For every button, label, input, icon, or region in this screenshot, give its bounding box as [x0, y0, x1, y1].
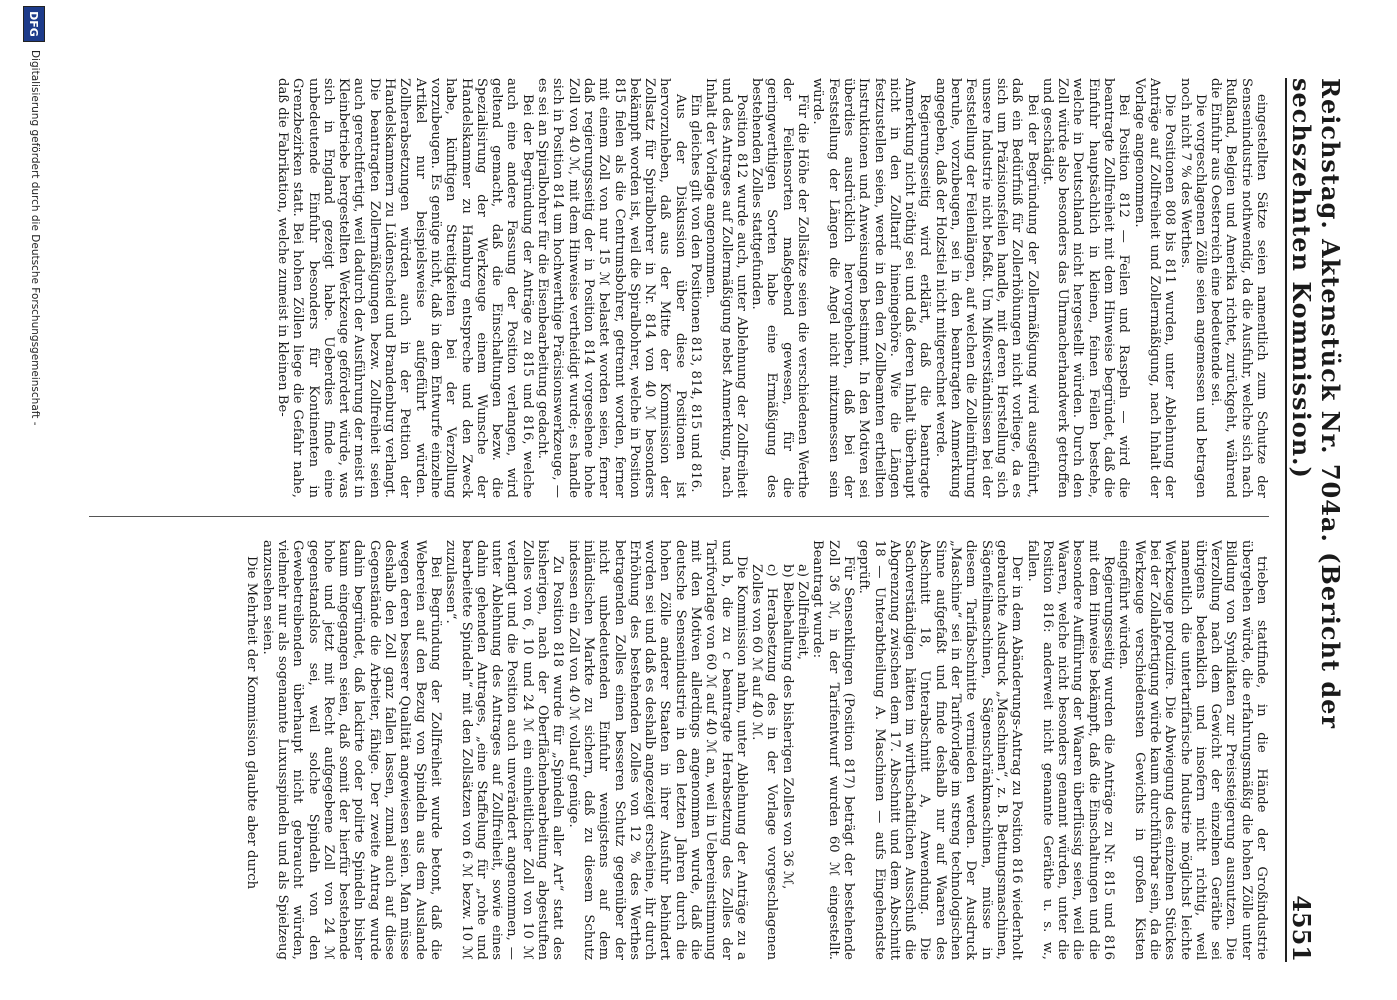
paragraph: Regierungsseitig wird erklärt, daß die beantragte Anmerkung nicht nöthig sei und daß deren Inhalt überhaupt nicht in den Zolltarif hineingehöre. Wie die Längen festzustellen seien, werde in den den Zollbeamten ertheilten Instruktionen und Anweisungen bestimmt. In den Motiven sei überdies ausdrücklich hervorgehoben, daß bei der Feststellung der Längen die Angel nicht mitzumessen sein würde.	[810, 78, 933, 498]
paragraph: eingestellten Sätze seien namentlich zum Schutze der Sensenindustrie nothwendig, da die Ausfuhr, welche sich nach Rußland, Belgien und Amerika richtet, zurückgeht, während die Einfuhr aus Oesterreich eine bedeutende sei.	[1208, 78, 1269, 498]
paragraph: Bei der Begründung der Anträge zu 815 und 816, welche auch eine andere Fassung der Position verlangen, wird geltend gemacht, daß die Einschaltungen bezw. die Spezialisirung der Werkzeuge einem Wunsche der Handelskammer zu Hamburg entspreche und den Zweck habe, künftigen Streitigkeiten bei der Verzollung vorzubeugen. Es genüge nicht, daß in dem Entwurfe einzelne Artikel nur beispielsweise aufgeführt würden. Zollherabsetzungen würden auch in der Petition der Handelskammern zu Lüdenscheid und Brandenburg verlangt. Die beantragten Zollermäßigungen bezw. Zollfreiheit seien auch gerechtfertigt, weil dadurch der Ausführung der meist in Kleinbetriebe hergestellten Werkzeuge gefördert würde, was sich in England gezeigt habe. Ueberdies finde eine unbedeutende Einfuhr besonders für Kontinenten in Grenzbezirken statt. Bei hohen Zöllen liege die Gefahr nahe, daß die Fabrikation, welche zumeist in kleinen Be-	[275, 78, 535, 498]
paragraph: Die Positionen 808 bis 811 wurden, unter Ablehnung der Anträge auf Zollfreiheit und Zollermäßigung, nach Inhalt der Vorlage angenommen.	[1131, 78, 1178, 498]
paragraph: Die vorgeschlagenen Zölle seien angemessen und betragen noch nicht 7 % des Werthes.	[1177, 78, 1208, 498]
column-divider	[89, 516, 1269, 517]
paragraph: c) Herabsetzung des in der Vorlage vorgeschlagenen Zolles von 60 ℳ auf 40 ℳ.	[749, 564, 780, 960]
left-column	[89, 78, 1269, 498]
paragraph: Die Mehrheit der Kommission glaubte aber durch	[244, 556, 260, 890]
right-column	[89, 540, 1269, 960]
digitization-note: Digitalisierung gefördert durch die Deutsche Forschungsgemeinschaft -	[29, 50, 41, 426]
paragraph: Position 812 wurde auch, unter Ablehnung der Zollfreiheit und des Antrages auf Zollermäßigung nebst Anmerkung, nach Inhalt der Vorlage angenommen.	[703, 78, 749, 498]
paragraph: a) Zollfreiheit,	[795, 564, 811, 660]
paragraph: Bei Position 812 — Feilen und Raspeln — wird die beantragte Zollfreiheit mit dem Hinweise begründet, daß die Einfuhr hauptsächlich in kleinen, feinen Feilen bestehe, welche in Deutschland nicht hergestellt würden. Durch den Zoll würde also besonders das Uhrmacherhandwerk getroffen und geschädigt.	[1039, 78, 1132, 498]
paragraph: Die Kommission nahm, unter Ablehnung der Anträge zu a und b, die zu c beantragte Herabsetzung des Zolles der Tarifvorlage von 60 ℳ auf 40 ℳ an, weil in Uebereinstimmung mit den Motiven allerdings angenommen wurde, daß die deutsche Sensenindustrie in den letzten Jahren durch die hohen Zölle anderer Staaten in ihrer Ausfuhr behindert worden sei und daß es deshalb angezeigt erscheine, ihr durch Erhöhung des bestehenden Zolles von 12 % des Werthes betragenden Zolles einen besseren Schutz gegenüber der nicht unbedeutenden Einfuhr wenigstens auf dem inländischen Markte zu sichern, daß zu diesem Schutz indessen ein Zoll von 40 ℳ vollauf genüge.	[565, 540, 749, 960]
paragraph: Regierungsseitig wurden die Anträge zu Nr. 815 und 816 mit dem Hinweise bekämpft, daß die Einschaltungen und die besondere Aufführung der Waaren überflüssig seien, weil die Waaren, welche nicht besonders genannt würden, unter die Position 816: anderweit nicht genannte Geräthe u. s. w., fallen.	[1024, 540, 1117, 960]
paragraph: trieben stattfinde, in die Hände der Großindustrie übergehen würde, die erfahrungsmäßig die hohen Zölle unter Bildung von Syndikaten zur Preissteigerung ausnutzen. Die Verzollung nach dem Gewicht der einzelnen Geräthe sei übrigens bedenklich und insofern nicht richtig, weil namentlich die untertarifarische Industrie möglichst leichte Werkzeuge produzire. Die Abwiegung des einzelnen Stückes bei der Zollabfertigung würde kaum durchführbar sein, da die Werkzeuge verschiedensten Gewichts in großen Kisten eingeführt würden.	[1116, 540, 1269, 960]
page-number: 4551	[1287, 895, 1316, 962]
paragraph: Ein gleiches gilt von den Positionen 813, 814, 815 und 816.	[688, 94, 704, 493]
paragraph: Für die Höhe der Zollsätze seien die verschiedenen Werthe der Feilensorten maßgebend gewesen, für die geringwerthigen Sorten habe eine Ermäßigung des bestehenden Zolles stattgefunden.	[749, 78, 811, 498]
paragraph: Bei der Begründung der Zollermäßigung wird ausgeführt, daß ein Bedürfniß für Zollerhöhungen nicht vorliege, da es sich um Präzisionsfeilen handle, mit deren Herstellung sich unsere Industrie nicht befaßt. Um Mißverständnissen bei der Feststellung der Feilenlängen, auf welchen die Zolleinführung beruhe, vorzubeugen, sei in den beantragten Anmerkung angegeben, daß der Holzstiel nicht mitgerechnet werde.	[932, 78, 1040, 498]
paragraph: Für Sensenklingen (Position 817) beträgt der bestehende Zoll 36 ℳ, in der Tarifentwurf wurden 60 ℳ eingestellt. Beantragt wurde:	[810, 540, 856, 960]
page-header	[1285, 78, 1345, 962]
paragraph: Aus der Diskussion über diese Positionen ist hervorzuheben, daß aus der Mitte der Kommission der Zollsatz für Spiralbohrer in Nr. 814 von 40 ℳ besonders bekämpft worden ist, weil die Spiralbohrer, welche in Position 815 fielen als die Centrumsbohrer, getrennt worden, ferner mit einem Zoll von nur 15 ℳ belastet worden seien, ferner daß regierungsseitig der in Position 814 vorgesehene hohe Zoll von 40 ℳ, mit dem Hinweise vertheidigt wurde; es handle sich in Position 814 um hochwerthige Präcisionswerkzeuge, — es sei an Spiralbohrer für die Eisenbearbeitung gedacht.	[535, 78, 688, 498]
paragraph: Zu Position 818 wurde für „Spindeln aller Art“ statt des bisherigen, nach der Oberflächenbearbeitung abgestuften Zolles von 6, 10 und 24 ℳ ein einheitlicher Zoll von 10 ℳ verlangt und die Position auch unverändert angenommen, — unter Ablehnung des Antrages auf Zollfreiheit, sowie eines dahin gehenden Antrages, „eine Staffelung für „rohe und bearbeitete Spindeln“ mit den Zollsätzen von 6 ℳ bezw. 10 ℳ zuzulassen“.	[443, 540, 566, 960]
paragraph: Bei Begründung der Zollfreiheit wurde betont, daß die Webereien auf den Bezug von Spindeln aus dem Auslande wegen deren besserer Qualität angewiesen seien. Man müsse deshalb den Zoll ganz fallen lassen, zumal auch auf diese Gegenstände die Arbeiter, fähige. Der zweite Antrag wurde dahin begründet, daß lackirte oder polirte Spindeln bisher kaum eingegangen seien, daß somit der hierfür bestehende hohe und jetzt mit Recht aufgegebene Zoll von 24 ℳ gegenstandslos sei, weil solche Spindeln von den Gewebetreibenden überhaupt nicht gebraucht würden, vielmehr nur als sogenannte Luxusspindeln und als Spielzeug anzusehen seien.	[259, 540, 443, 960]
dfg-logo: DFG	[23, 6, 45, 42]
paragraph: b) Beibehaltung des bisherigen Zolles von 36 ℳ,	[779, 564, 795, 890]
page-title: Reichstag. Aktenstück Nr. 704a. (Bericht der sechszehnten Kommission.)	[1287, 78, 1345, 730]
paragraph: Der in dem Abänderungs-Antrag zu Position 816 wiederholt gebrauchte Ausdruck „Maschinen“, z. B. Bettungsmaschinen, Sägenfeilmaschinen, Sägenschränkmaschinen, müsse in diesem Tarifabschnitte vermieden werden. Der Ausdruck „Maschine“ sei in der Tarifvorlage im streng technologischen Sinne aufgefaßt und finde deshalb nur auf Waaren des Abschnitt 18, Unterabschnitt A, Anwendung. Die Sachverständigen hätten im wirthschaftlichen Ausschuß die Abgrenzung zwischen dem 17. Abschnitt und dem Abschnitt 18 — Unterabtheilung A. Maschinen — aufs Eingehendste geprüft.	[856, 540, 1025, 960]
